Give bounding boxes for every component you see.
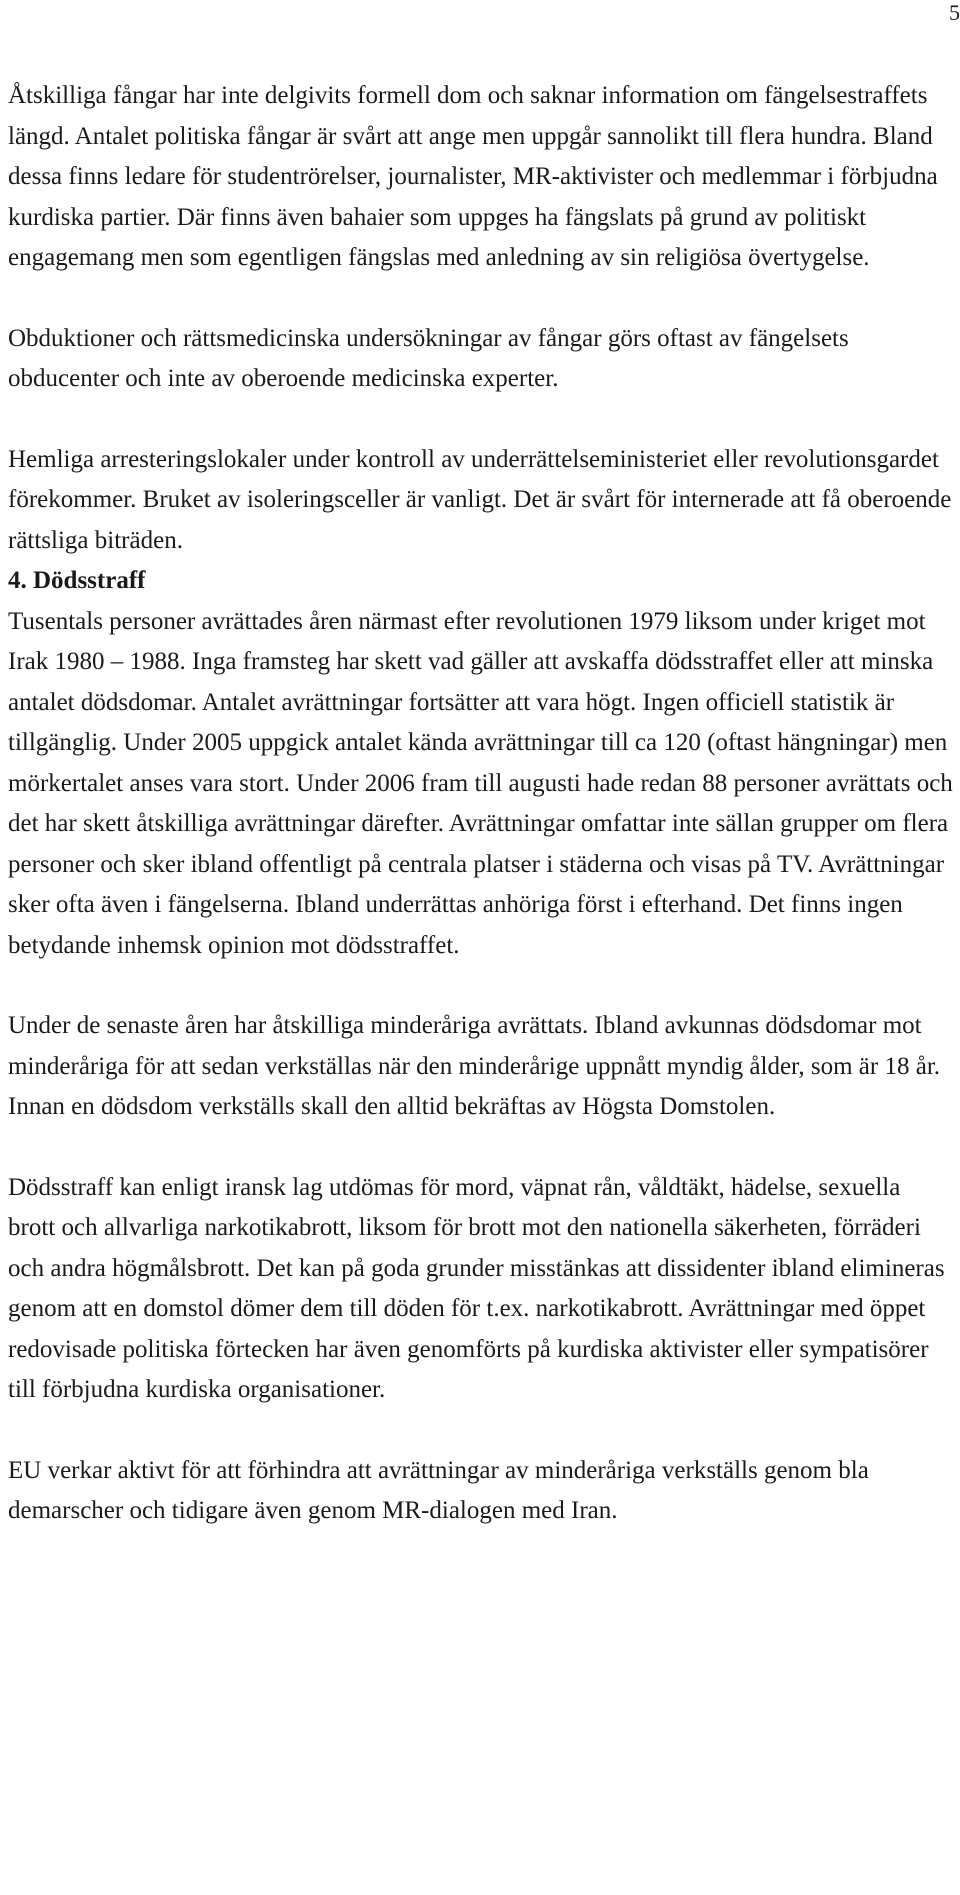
paragraph-eu-action: EU verkar aktivt för att förhindra att avrättningar av minderåriga verkställs genom bla demarscher och tidigare även genom MR-dialogen med Iran. xyxy=(8,1456,869,1524)
paragraph-death-penalty-crimes: Dödsstraff kan enligt iransk lag utdömas för mord, väpnat rån, våldtäkt, hädelse, sexuella brott och allvarliga narkotikabrott, liksom för brott mot den nationella säkerheten, förräderi och andra högmålsbrott. Det kan på goda grunder misstänkas att dissidenter ibland elimineras genom att en domstol dömer dem till döden för t.ex. narkotikabrott. Avrättningar med öppet redovisade politiska förtecken har även genomförts på kurdiska aktivister eller sympatisörer till förbjudna kurdiska organisationer. xyxy=(8,1173,945,1403)
paragraph-prisoners: Åtskilliga fångar har inte delgivits formell dom och saknar information om fängelsestraffets längd. Antalet politiska fångar är svårt att ange men uppgår sannolikt till flera hundra. Bland dessa finns ledare för studentrörelser, journalister, MR-aktivister och medlemmar i förbjudna kurdiska partier. Där finns även bahaier som uppges ha fängslats på grund av politiskt engagemang men som egentligen fängslas med anledning av sin religiösa övertygelse. xyxy=(8,82,938,271)
paragraph-minors: Under de senaste åren har åtskilliga minderåriga avrättats. Ibland avkunnas dödsdomar mot minderåriga för att sedan verkställas när den minderårige uppnått myndig ålder, som är 18 år. Innan en dödsdom verkställs skall den alltid bekräftas av Högsta Domstolen. xyxy=(8,1012,941,1120)
page-number: 5 xyxy=(949,0,960,25)
section-heading: 4. Dödsstraff xyxy=(8,567,146,594)
paragraph-secret-detention: Hemliga arresteringslokaler under kontroll av underrättelseministeriet eller revolutionsgardet förekommer. Bruket av isoleringsceller är vanligt. Det är svårt för internerade att få oberoende rättsliga biträden. xyxy=(8,445,952,554)
paragraph-executions: Tusentals personer avrättades åren närmast efter revolutionen 1979 liksom under kriget mot Irak 1980 – 1988. Inga framsteg har skett vad gäller att avskaffa dödsstraffet eller att minska antalet dödsdomar. Antalet avrättningar fortsätter att vara högt. Ingen officiell statistik är tillgänglig. Under 2005 uppgick antalet kända avrättningar till ca 120 (oftast hängningar) men mörkertalet anses vara stort. Under 2006 fram till augusti hade redan 88 personer avrättats och det har skett åtskilliga avrättningar därefter. Avrättningar omfattar inte sällan grupper om flera personer och sker ibland offentligt på centrala platser i städerna och visas på TV. Avrättningar sker ofta även i fängelserna. Ibland underrättas anhöriga först i efterhand. Det finns ingen betydande inhemsk opinion mot dödsstraffet. xyxy=(8,607,953,959)
paragraph-autopsies: Obduktioner och rättsmedicinska undersökningar av fångar görs oftast av fängelsets obducenter och inte av oberoende medicinska experter. xyxy=(8,324,849,392)
document-body xyxy=(8,76,953,1532)
